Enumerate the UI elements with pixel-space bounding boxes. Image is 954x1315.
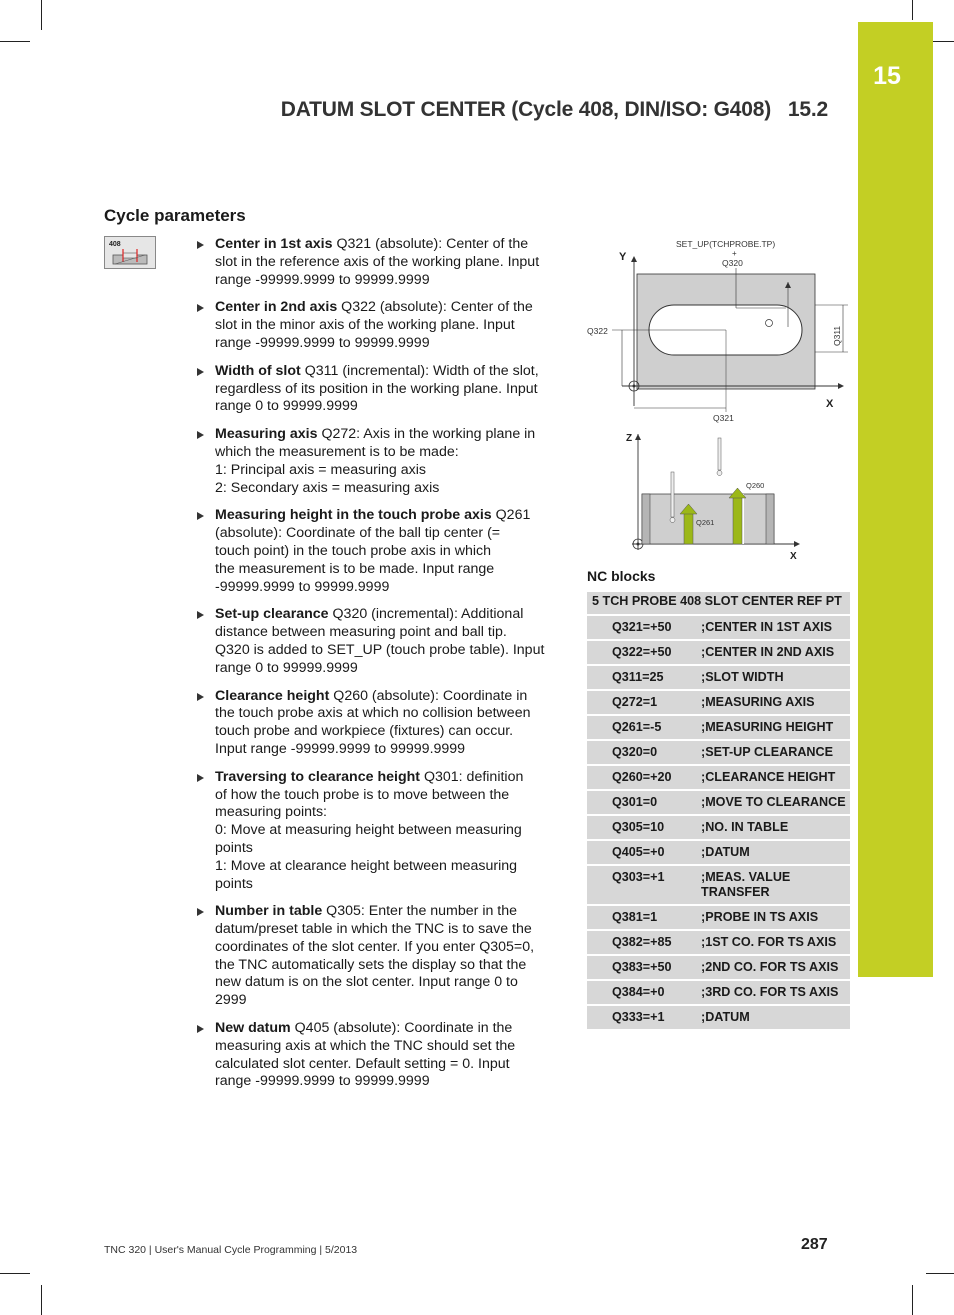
nc-code: Q384=+0 [587, 981, 701, 1004]
param-traversing-clearance [196, 769, 558, 894]
param-desc: Q301: definition [423, 768, 524, 785]
nc-comment: ;2ND CO. FOR TS AXIS [701, 956, 850, 979]
nc-row [587, 866, 850, 904]
bullet-triangle-icon [197, 304, 204, 312]
q261-arrow-bar [684, 512, 693, 544]
param-number-in-table [196, 903, 558, 1010]
nc-code: Q405=+0 [587, 841, 701, 864]
param-desc: Q322 (absolute): Center of the [341, 299, 533, 316]
param-desc: range -99999.9999 to 99999.9999 [215, 271, 430, 288]
nc-header-cell: 5 TCH PROBE 408 SLOT CENTER REF PT [587, 592, 850, 614]
param-name: Center in 1st axis [215, 236, 333, 252]
nc-code: Q333=+1 [587, 1006, 701, 1029]
axis-y-label: Y [619, 251, 627, 263]
param-desc: points [215, 839, 253, 856]
param-desc: slot in the minor axis of the working plane. Input [215, 317, 515, 334]
nc-blocks-label: NC blocks [587, 568, 656, 584]
q321-label: Q321 [713, 413, 734, 423]
nc-code: Q322=+50 [587, 641, 701, 664]
q260-label: Q260 [746, 481, 765, 490]
param-desc: 2999 [215, 992, 247, 1009]
q260-arrow-bar [733, 496, 742, 544]
q322-label: Q322 [587, 326, 608, 336]
nc-row [587, 791, 850, 814]
bullet-triangle-icon [197, 1025, 204, 1033]
nc-row [587, 616, 850, 639]
nc-code: Q305=10 [587, 816, 701, 839]
axis-z-label: Z [626, 433, 633, 444]
param-desc: range -99999.9999 to 99999.9999 [215, 334, 430, 351]
param-width-of-slot [196, 363, 558, 416]
param-name: Measuring axis [215, 426, 318, 443]
axis-x-label-side: X [790, 551, 797, 562]
nc-row [587, 691, 850, 714]
param-name: Number in table [215, 903, 323, 920]
param-desc: touch probe and workpiece (fixtures) can occur. [215, 723, 514, 740]
param-desc: Q272: Axis in the working plane in [321, 426, 536, 443]
nc-comment: ;MEAS. VALUE TRANSFER [701, 866, 850, 904]
param-name: Center in 2nd axis [215, 299, 338, 316]
param-name: New datum [215, 1020, 291, 1037]
bullet-triangle-icon [197, 908, 204, 916]
q311-label: Q311 [832, 325, 842, 346]
touch-probe-stylus-2 [718, 438, 721, 470]
param-desc: 1: Principal axis = measuring axis [215, 461, 426, 478]
nc-comment: ;1ST CO. FOR TS AXIS [701, 931, 850, 954]
nc-row [587, 906, 850, 929]
bullet-triangle-icon [197, 368, 204, 376]
crop-mark [0, 1273, 30, 1274]
param-measuring-axis [196, 426, 558, 497]
bullet-triangle-icon [197, 512, 204, 520]
nc-comment: ;MEASURING AXIS [701, 691, 850, 714]
slot-center-diagram [586, 232, 850, 566]
nc-comment: ;PROBE IN TS AXIS [701, 906, 850, 929]
param-name: Width of slot [215, 362, 301, 379]
param-desc: Q320 is added to SET_UP (touch probe table). Input [215, 641, 545, 658]
nc-header-row [587, 592, 850, 614]
param-name: Traversing to clearance height [215, 768, 421, 785]
param-desc: Q321 (absolute): Center of the [336, 236, 529, 252]
param-desc: the TNC automatically sets the display so that the [215, 956, 527, 973]
nc-comment: ;SLOT WIDTH [701, 666, 850, 689]
param-desc: (absolute): Coordinate of the ball tip center (= [215, 525, 501, 542]
param-desc: distance between measuring point and ball tip. [215, 624, 507, 641]
touch-probe-stylus-1 [671, 472, 674, 517]
nc-comment: ;3RD CO. FOR TS AXIS [701, 981, 850, 1004]
nc-code: Q272=1 [587, 691, 701, 714]
param-desc: Q260 (absolute): Coordinate in [333, 687, 528, 704]
nc-row [587, 1006, 850, 1029]
nc-code: Q303=+1 [587, 866, 701, 904]
param-desc: regardless of its position in the working plane. Input [215, 380, 538, 397]
param-desc: which the measurement is to be made: [215, 443, 459, 460]
crop-mark [912, 0, 913, 20]
nc-comment: ;CENTER IN 1ST AXIS [701, 616, 850, 639]
nc-row [587, 841, 850, 864]
page-header-title: DATUM SLOT CENTER (Cycle 408, DIN/ISO: G408) 15.2 [280, 98, 828, 121]
crop-mark [0, 41, 30, 42]
nc-code: Q260=+20 [587, 766, 701, 789]
param-name: Clearance height [215, 687, 330, 704]
param-desc: datum/preset table in which the TNC is to save the [215, 921, 532, 938]
nc-code: Q320=0 [587, 741, 701, 764]
param-name: Set-up clearance [215, 606, 329, 623]
setup-label: SET_UP(TCHPROBE.TP) [676, 239, 776, 249]
nc-row [587, 931, 850, 954]
nc-row [587, 956, 850, 979]
crop-mark [41, 0, 42, 30]
nc-blocks-table [587, 590, 850, 1031]
param-desc: calculated slot center. Default setting = 0. Input [215, 1055, 510, 1072]
section-title: Cycle parameters [104, 206, 246, 225]
param-desc: Q305: Enter the number in the [326, 903, 518, 920]
nc-comment: ;DATUM [701, 841, 850, 864]
param-set-up-clearance [196, 606, 558, 677]
param-desc: measuring points: [215, 804, 327, 821]
nc-row [587, 981, 850, 1004]
param-desc: Input range -99999.9999 to 99999.9999 [215, 740, 466, 757]
param-desc: Q311 (incremental): Width of the slot, [304, 362, 539, 379]
param-desc: Q261 [495, 507, 531, 524]
param-desc: points [215, 875, 253, 892]
param-desc: the touch probe axis at which no collision between [215, 705, 531, 722]
bullet-triangle-icon [197, 774, 204, 782]
nc-code: Q321=+50 [587, 616, 701, 639]
param-desc: slot in the reference axis of the working plane. Input [215, 253, 540, 270]
nc-comment: ;SET-UP CLEARANCE [701, 741, 850, 764]
param-desc: 2: Secondary axis = measuring axis [215, 479, 440, 496]
param-new-datum [196, 1020, 558, 1091]
y-axis-arrow-icon [631, 256, 637, 262]
nc-code: Q301=0 [587, 791, 701, 814]
param-desc: range 0 to 99999.9999 [215, 659, 358, 676]
nc-code: Q382=+85 [587, 931, 701, 954]
softkey-graphic [105, 237, 155, 268]
nc-row [587, 816, 850, 839]
axis-x-label: X [826, 398, 834, 410]
param-desc: 1: Move at clearance height between measuring [215, 857, 518, 874]
x-axis-arrow-icon [838, 383, 844, 389]
nc-comment: ;NO. IN TABLE [701, 816, 850, 839]
bullet-triangle-icon [197, 693, 204, 701]
x-axis-arrow-icon-side [794, 541, 800, 547]
param-name: Measuring height in the touch probe axis [215, 507, 492, 524]
footer-text: TNC 320 | User's Manual Cycle Programming | 5/2013 [104, 1244, 358, 1256]
param-center-1st-axis [196, 236, 558, 289]
param-desc: range -99999.9999 to 99999.9999 [215, 1073, 430, 1090]
bullet-triangle-icon [197, 241, 204, 249]
param-desc: touch point) in the touch probe axis in which [215, 542, 492, 559]
nc-comment: ;MOVE TO CLEARANCE [701, 791, 850, 814]
param-desc: the measurement is to be made. Input range [215, 560, 495, 577]
bullet-triangle-icon [197, 611, 204, 619]
nc-row [587, 741, 850, 764]
nc-comment: ;DATUM [701, 1006, 850, 1029]
param-desc: measuring axis at which the TNC should set the [215, 1037, 516, 1054]
crop-mark [926, 1273, 954, 1274]
page-number: 287 [801, 1236, 828, 1253]
bullet-triangle-icon [197, 431, 204, 439]
nc-row [587, 766, 850, 789]
nc-code: Q261=-5 [587, 716, 701, 739]
cycle-408-softkey-icon [104, 236, 156, 269]
param-desc: range 0 to 99999.9999 [215, 398, 358, 415]
nc-row [587, 716, 850, 739]
z-axis-arrow-icon [635, 434, 641, 440]
chapter-number: 15 [873, 62, 901, 90]
nc-code: Q311=25 [587, 666, 701, 689]
param-desc: of how the touch probe is to move between the [215, 786, 510, 803]
chapter-tab [858, 22, 933, 977]
nc-comment: ;CLEARANCE HEIGHT [701, 766, 850, 789]
q320-label: Q320 [722, 258, 743, 268]
plus-sign: + [732, 249, 737, 258]
nc-comment: ;CENTER IN 2ND AXIS [701, 641, 850, 664]
parameter-list [196, 236, 558, 1101]
param-desc: Q405 (absolute): Coordinate in the [294, 1020, 513, 1037]
nc-row [587, 666, 850, 689]
param-desc: -99999.9999 to 99999.9999 [215, 578, 390, 595]
param-clearance-height [196, 688, 558, 759]
crop-mark [912, 1285, 913, 1315]
param-desc: coordinates of the slot center. If you enter Q305=0, [215, 938, 535, 955]
param-center-2nd-axis [196, 299, 558, 352]
param-desc: Q320 (incremental): Additional [332, 606, 524, 623]
nc-comment: ;MEASURING HEIGHT [701, 716, 850, 739]
crop-mark [41, 1285, 42, 1315]
param-desc: 0: Move at measuring height between measuring [215, 822, 522, 839]
param-measuring-height [196, 507, 558, 596]
softkey-label: 408 [109, 241, 121, 248]
q261-label: Q261 [696, 518, 715, 527]
nc-row [587, 641, 850, 664]
nc-code: Q383=+50 [587, 956, 701, 979]
param-desc: new datum is on the slot center. Input range 0 to [215, 974, 518, 991]
nc-code: Q381=1 [587, 906, 701, 929]
